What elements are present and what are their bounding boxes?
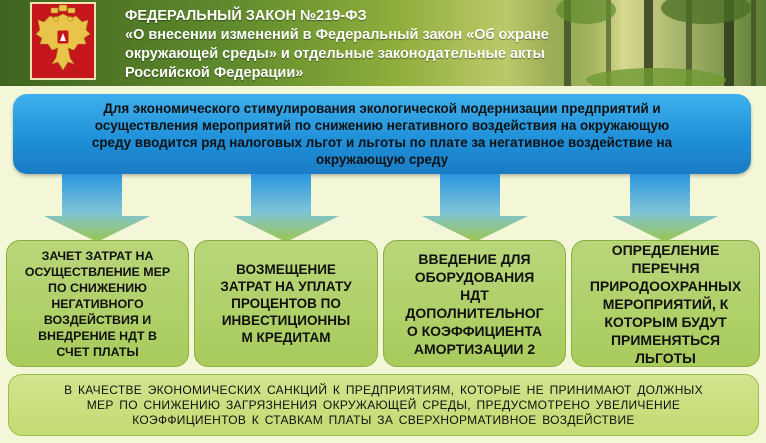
law-title-line: Российской Федерации» xyxy=(125,65,304,81)
law-title-line: «О внесении изменений в Федеральный закон «Об охране xyxy=(125,27,549,43)
card-line: ПЕРЕЧНЯ xyxy=(631,259,700,276)
card-line: ПРИМЕНЯТЬСЯ xyxy=(610,331,721,348)
card-line: ВОЗДЕЙСТВИЯ И xyxy=(43,312,152,327)
coat-of-arms-emblem xyxy=(30,2,96,80)
intro-text xyxy=(23,100,741,168)
russian-coat-of-arms-icon xyxy=(32,4,94,78)
card-line: КОТОРЫМ БУДУТ xyxy=(604,313,727,330)
card-line: ЛЬГОТЫ xyxy=(635,349,696,366)
sanctions-line: КОЭФФИЦИЕНТОВ К СТАВКАМ ПЛАТЫ ЗА СВЕРХНОРМАТИВНОЕ ВОЗДЕЙСТВИЕ xyxy=(132,412,635,427)
card-line: ПРОЦЕНТОВ ПО xyxy=(231,296,341,311)
intro-line: среду вводится ряд налоговых льгот и льготы по плате за негативное воздействие на xyxy=(91,135,673,150)
card-line: ОБОРУДОВАНИЯ xyxy=(414,268,535,285)
card-line: О КОЭФФИЦИЕНТА xyxy=(406,322,543,339)
card-line: М КРЕДИТАМ xyxy=(241,330,331,345)
card-line: ЗАЧЕТ ЗАТРАТ НА xyxy=(41,248,154,263)
header-banner xyxy=(0,0,766,86)
measure-card-interest-compensation xyxy=(194,240,378,367)
card-text xyxy=(25,248,170,360)
card-line: ПО СНИЖЕНИЮ xyxy=(48,280,147,295)
intro-box xyxy=(13,94,751,174)
measure-card-cost-offset xyxy=(6,240,189,367)
card-line: НДТ xyxy=(460,286,489,303)
card-text xyxy=(220,261,351,346)
sanctions-line: В КАЧЕСТВЕ ЭКОНОМИЧЕСКИХ САНКЦИЙ К ПРЕДПРИЯТИЯМ, КОТОРЫЕ НЕ ПРИНИМАЮТ ДОЛЖНЫХ xyxy=(64,382,703,397)
card-line: ДОПОЛНИТЕЛЬНОГ xyxy=(405,304,544,321)
measure-card-depreciation-coefficient xyxy=(383,240,566,367)
sanctions-text xyxy=(64,383,703,428)
card-text xyxy=(590,241,741,367)
intro-line: Для экономического стимулирования экологической модернизации предприятий и xyxy=(103,101,661,116)
card-line: ОПРЕДЕЛЕНИЕ xyxy=(611,241,720,258)
card-line: ВВЕДЕНИЕ ДЛЯ xyxy=(418,250,531,267)
card-line: НЕГАТИВНОГО xyxy=(51,296,144,311)
card-line: ПРИРОДООХРАННЫХ xyxy=(589,277,742,294)
sanctions-line: МЕР ПО СНИЖЕНИЮ ЗАГРЯЗНЕНИЯ ОКРУЖАЮЩЕЙ СРЕДЫ, ПРЕДУСМОТРЕНО УВЕЛИЧЕНИЕ xyxy=(86,397,681,412)
down-arrow-icon xyxy=(233,174,339,242)
law-title xyxy=(125,7,645,83)
card-text xyxy=(405,250,543,358)
measure-card-environmental-list xyxy=(571,240,760,367)
card-line: ОСУЩЕСТВЛЕНИЕ МЕР xyxy=(24,264,171,279)
card-line: АМОРТИЗАЦИИ 2 xyxy=(413,340,536,357)
intro-line: осуществления мероприятий по снижению негативного воздействия на окружающую xyxy=(94,118,670,133)
card-line: СЧЕТ ПЛАТЫ xyxy=(56,344,139,359)
law-title-line: ФЕДЕРАЛЬНЫЙ ЗАКОН №219-ФЗ xyxy=(125,8,367,24)
card-line: ВОЗМЕЩЕНИЕ xyxy=(236,262,336,277)
connector-arrows xyxy=(0,174,766,242)
down-arrow-icon xyxy=(422,174,528,242)
down-arrow-icon xyxy=(44,174,150,242)
card-line: ВНЕДРЕНИЕ НДТ В xyxy=(38,328,157,343)
card-line: ИНВЕСТИЦИОННЫ xyxy=(221,313,351,328)
law-title-line: окружающей среды» и отдельные законодательные акты xyxy=(125,46,545,62)
down-arrow-icon xyxy=(612,174,718,242)
card-line: ЗАТРАТ НА УПЛАТУ xyxy=(220,279,352,294)
sanctions-box xyxy=(8,374,759,436)
card-line: МЕРОПРИЯТИЙ, К xyxy=(602,295,729,312)
intro-line: окружающую среду xyxy=(315,152,449,167)
